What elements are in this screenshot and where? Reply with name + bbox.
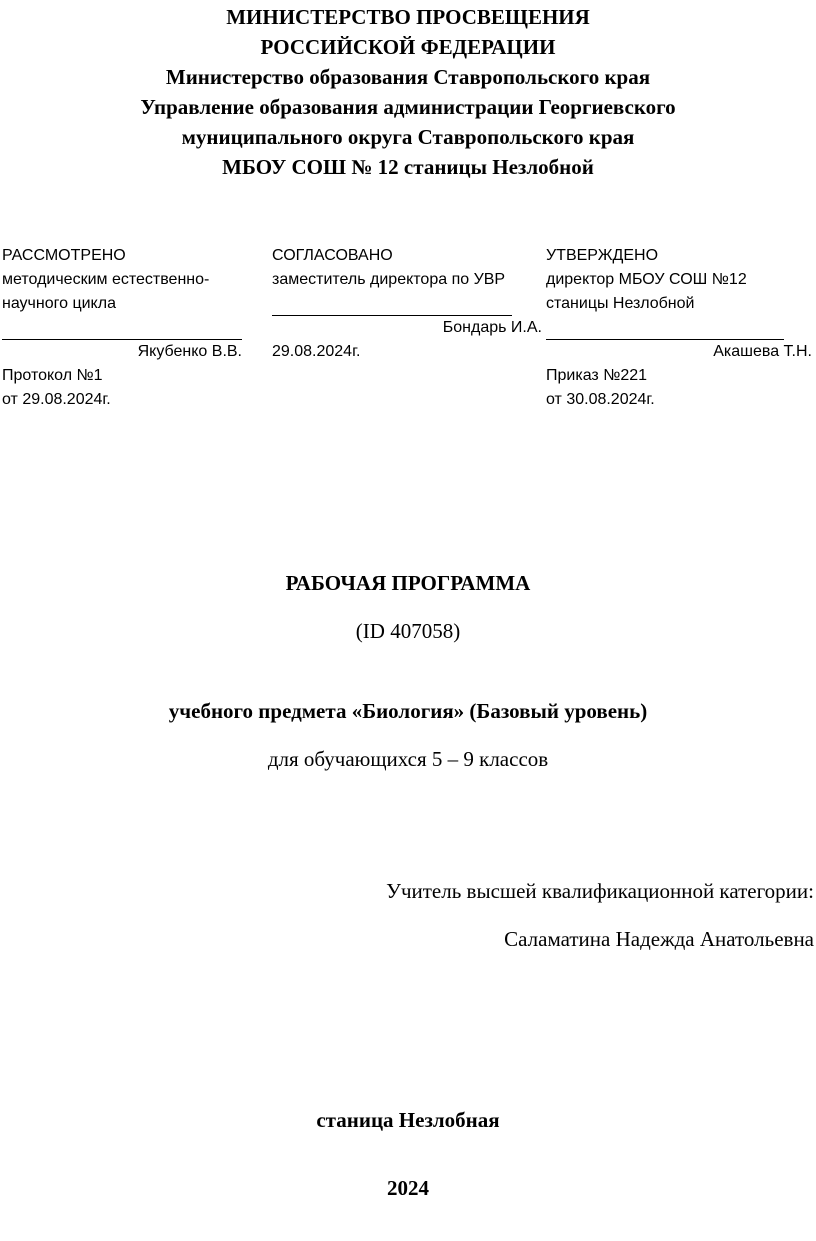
approval-agreed [272,244,542,364]
program-title: РАБОЧАЯ ПРОГРАММА [285,571,531,595]
agreed-title: СОГЛАСОВАНО [272,247,393,264]
footer-place: станица Незлобная [316,1108,500,1132]
header-administration: Управление образования администрации Георгиевского [140,95,676,119]
program-id: (ID 407058) [355,619,461,643]
teacher-position: Учитель высшей квалификационной категории: [386,879,814,903]
teacher-name: Саламатина Надежда Анатольевна [504,927,814,951]
approved-name: Акашева Т.Н. [713,343,812,360]
agreed-body-line1: заместитель директора по УВР [272,271,506,288]
footer-year: 2024 [387,1176,429,1200]
approved-order: Приказ №221 [546,367,648,384]
header-district: муниципального округа Ставропольского края [181,125,635,149]
program-audience: для обучающихся 5 – 9 классов [267,747,549,771]
approved-title: УТВЕРЖДЕНО [546,247,659,264]
header-regional-ministry: Министерство образования Ставропольского края [165,65,651,89]
reviewed-name: Якубенко В.В. [137,343,242,360]
approved-signature-line [546,316,784,340]
approval-approved [546,244,812,412]
reviewed-title: РАССМОТРЕНО [2,247,126,264]
reviewed-date: от 29.08.2024г. [2,391,111,408]
agreed-date: 29.08.2024г. [272,343,361,360]
approval-reviewed [2,244,242,412]
reviewed-signature-line [2,316,242,340]
approved-body-line1: директор МБОУ СОШ №12 [546,271,747,288]
header-ministry: МИНИСТЕРСТВО ПРОСВЕЩЕНИЯ [226,5,590,29]
reviewed-protocol: Протокол №1 [2,367,103,384]
header-federation: РОССИЙСКОЙ ФЕДЕРАЦИИ [260,35,556,59]
approved-date: от 30.08.2024г. [546,391,655,408]
reviewed-body-line2: научного цикла [2,295,116,312]
approved-body-line2: станицы Незлобной [546,295,695,312]
program-subject: учебного предмета «Биология» (Базовый уровень) [168,699,648,723]
header-school: МБОУ СОШ № 12 станицы Незлобной [222,155,594,179]
agreed-name: Бондарь И.А. [442,319,542,336]
agreed-signature-line [272,292,512,316]
reviewed-body-line1: методическим естественно- [2,271,210,288]
